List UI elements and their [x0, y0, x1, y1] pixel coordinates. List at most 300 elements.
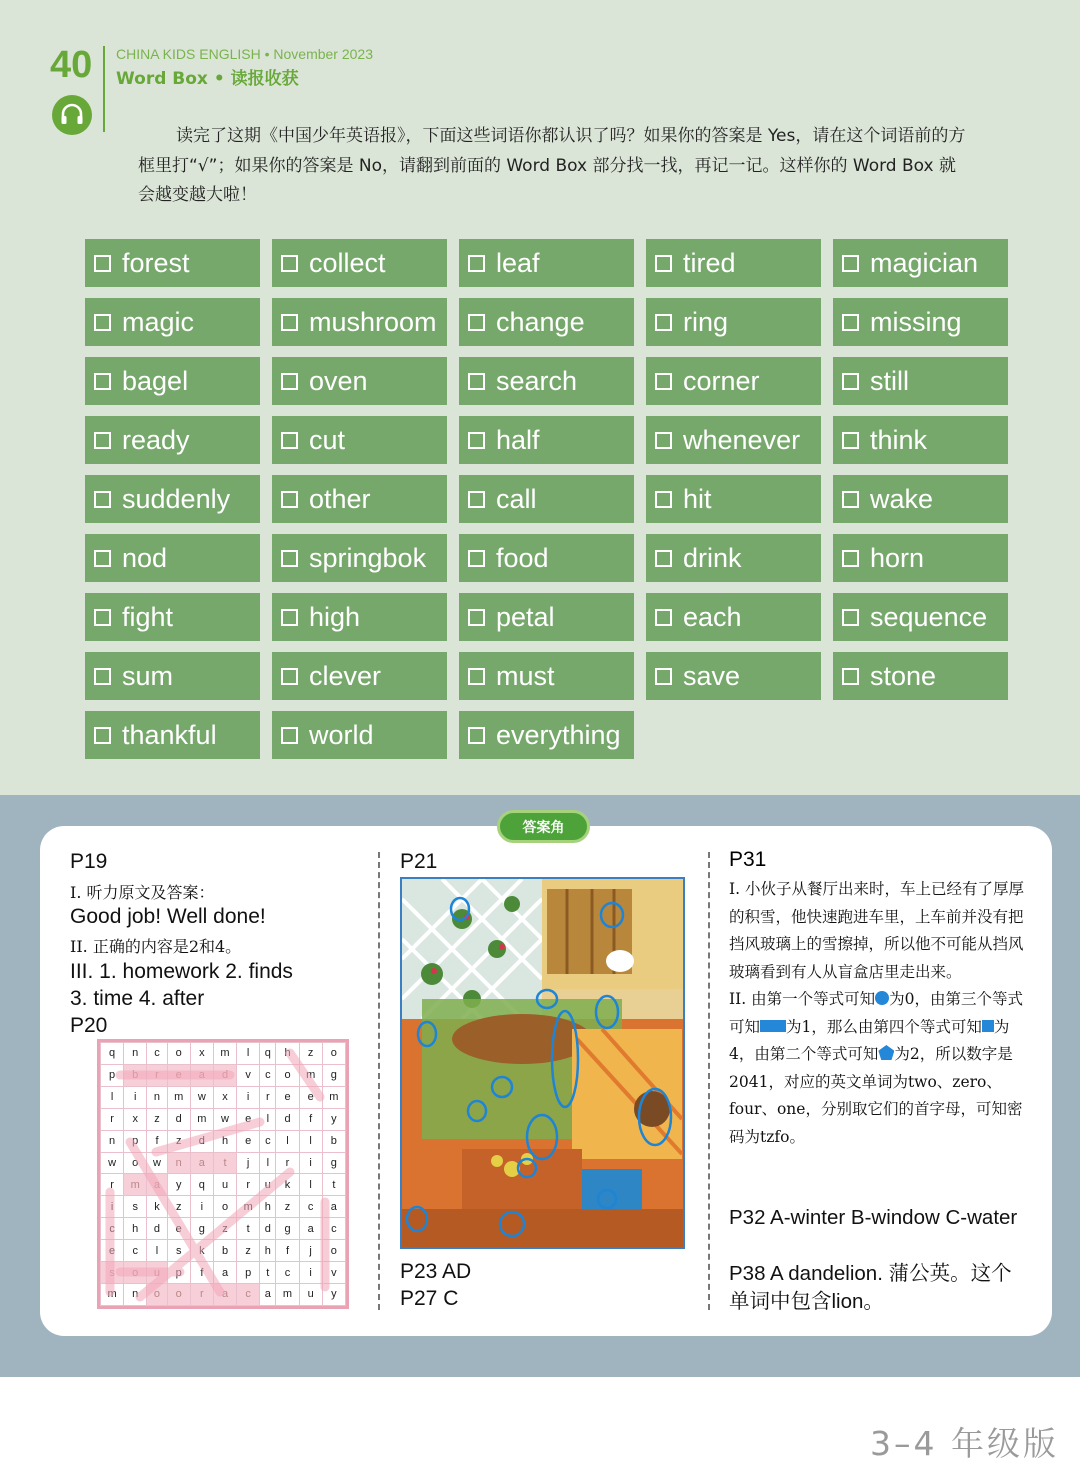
puzzle-letter: k [190, 1240, 213, 1262]
puzzle-letter: h [260, 1240, 276, 1262]
word-cell[interactable] [85, 357, 260, 405]
puzzle-letter: b [213, 1240, 236, 1262]
word-label: sequence [870, 601, 988, 632]
puzzle-letter: z [167, 1196, 190, 1218]
checkbox[interactable] [655, 668, 672, 685]
puzzle-letter: t [260, 1262, 276, 1284]
puzzle-letter: i [237, 1086, 260, 1108]
puzzle-letter: c [299, 1196, 322, 1218]
word-cell[interactable] [833, 357, 1008, 405]
word-label: hit [683, 483, 712, 514]
puzzle-letter: d [213, 1064, 236, 1086]
checkbox[interactable] [468, 373, 485, 390]
puzzle-letter: g [190, 1218, 213, 1240]
puzzle-letter: t [237, 1218, 260, 1240]
p31-label: P31 [729, 848, 767, 871]
word-label: oven [309, 365, 368, 396]
puzzle-letter: a [260, 1283, 276, 1305]
magazine-line: CHINA KIDS ENGLISH • November 2023 [116, 46, 373, 62]
checkbox[interactable] [842, 432, 859, 449]
puzzle-letter: a [190, 1064, 213, 1086]
word-cell[interactable] [272, 711, 447, 759]
puzzle-letter: p [101, 1064, 124, 1086]
puzzle-letter: m [190, 1108, 213, 1130]
puzzle-letter: m [322, 1086, 345, 1108]
p27-answer: P27 C [400, 1287, 459, 1310]
puzzle-letter: l [147, 1240, 167, 1262]
puzzle-letter: z [276, 1196, 299, 1218]
word-cell[interactable] [646, 475, 821, 523]
word-cell[interactable] [272, 534, 447, 582]
word-label: cut [309, 424, 346, 455]
puzzle-letter: a [190, 1152, 213, 1174]
word-cell[interactable] [85, 239, 260, 287]
word-cell[interactable] [459, 239, 634, 287]
puzzle-letter: e [101, 1240, 124, 1262]
puzzle-letter: z [167, 1130, 190, 1152]
word-label: suddenly [122, 483, 231, 514]
puzzle-letter: f [276, 1240, 299, 1262]
checkbox[interactable] [281, 255, 298, 272]
column-divider [378, 852, 380, 1310]
checkbox[interactable] [281, 491, 298, 508]
word-cell[interactable] [646, 593, 821, 641]
p19-part3: III. 1. homework 2. finds [70, 960, 293, 983]
p31-part2-c: 为1，那么由第四个等式可知 [786, 1017, 982, 1036]
word-cell[interactable] [646, 298, 821, 346]
puzzle-letter: e [167, 1218, 190, 1240]
word-label: collect [309, 247, 386, 278]
section-title: Word Box • 读报收获 [116, 69, 299, 89]
checkbox[interactable] [655, 255, 672, 272]
word-cell[interactable] [85, 298, 260, 346]
puzzle-letter: m [124, 1174, 147, 1196]
puzzle-letter: e [299, 1086, 322, 1108]
puzzle-letter: r [101, 1108, 124, 1130]
puzzle-letter: c [237, 1283, 260, 1305]
puzzle-letter: y [322, 1283, 345, 1305]
word-search-strokes [100, 1042, 346, 1306]
p20-label: P20 [70, 1014, 108, 1037]
word-label: thankful [122, 719, 217, 750]
answer-badge: 答案角 [497, 810, 590, 843]
word-cell[interactable] [833, 593, 1008, 641]
word-label: fight [122, 601, 174, 632]
word-cell[interactable] [459, 416, 634, 464]
p31-part1: I. 小伙子从餐厅出来时，车上已经有了厚厚的积雪，他快速跑进车里，上车前并没有把挡风玻璃上的雪擦掉，所以他不可能从挡风玻璃看到有人从盲盒店里走出来。 [729, 880, 1024, 981]
puzzle-letter: s [167, 1240, 190, 1262]
puzzle-letter: p [237, 1262, 260, 1284]
word-cell[interactable] [272, 593, 447, 641]
puzzle-letter: w [101, 1152, 124, 1174]
word-cell[interactable] [459, 357, 634, 405]
puzzle-letter: r [260, 1086, 276, 1108]
puzzle-letter: y [167, 1174, 190, 1196]
p19-part3-cont: 3. time 4. after [70, 987, 205, 1010]
puzzle-letter: j [237, 1152, 260, 1174]
puzzle-letter: k [147, 1196, 167, 1218]
puzzle-letter: a [322, 1196, 345, 1218]
puzzle-letter: g [322, 1152, 345, 1174]
puzzle-letter: g [322, 1064, 345, 1086]
word-label: call [496, 483, 537, 514]
word-label: petal [496, 601, 555, 632]
puzzle-letter: c [101, 1218, 124, 1240]
checkbox[interactable] [281, 668, 298, 685]
page-number: 40 [50, 44, 93, 86]
circle-symbol-icon [875, 991, 889, 1005]
puzzle-letter: m [167, 1086, 190, 1108]
word-label: high [309, 601, 361, 632]
word-label: springbok [309, 542, 427, 573]
word-label: drink [683, 542, 742, 573]
checkbox[interactable] [94, 432, 111, 449]
checkbox[interactable] [281, 314, 298, 331]
checkbox[interactable] [281, 373, 298, 390]
word-grid [85, 239, 1010, 759]
word-label: wake [870, 483, 934, 514]
checkbox[interactable] [842, 373, 859, 390]
word-label: food [496, 542, 549, 573]
word-cell[interactable] [646, 652, 821, 700]
word-cell[interactable] [272, 298, 447, 346]
word-cell[interactable] [646, 534, 821, 582]
puzzle-letter: r [237, 1174, 260, 1196]
word-cell[interactable] [459, 298, 634, 346]
puzzle-letter: l [299, 1174, 322, 1196]
puzzle-letter: a [299, 1218, 322, 1240]
checkbox[interactable] [94, 609, 111, 626]
puzzle-letter: i [190, 1196, 213, 1218]
word-cell[interactable] [833, 534, 1008, 582]
puzzle-letter: c [124, 1240, 147, 1262]
puzzle-letter: w [213, 1108, 236, 1130]
puzzle-letter: x [213, 1086, 236, 1108]
word-cell[interactable] [833, 475, 1008, 523]
puzzle-letter: i [299, 1152, 322, 1174]
puzzle-letter: o [322, 1043, 345, 1065]
puzzle-letter: h [213, 1130, 236, 1152]
puzzle-letter: c [260, 1064, 276, 1086]
puzzle-letter: a [213, 1283, 236, 1305]
checkbox[interactable] [94, 550, 111, 567]
intro-text: 读完了这期《中国少年英语报》，下面这些词语你都认识了吗？如果你的答案是 Yes，请在这个词语前的方框里打“√”；如果你的答案是 No，请翻到前面的 Word Box 部分找一找，再记一记。这样你的 Word Box 就会越变越大啦！ [138, 126, 966, 205]
puzzle-letter: o [124, 1262, 147, 1284]
word-cell[interactable] [459, 652, 634, 700]
puzzle-letter: f [147, 1130, 167, 1152]
checkbox[interactable] [94, 491, 111, 508]
puzzle-letter: n [124, 1283, 147, 1305]
puzzle-letter: c [322, 1218, 345, 1240]
word-label: horn [870, 542, 925, 573]
word-label: bagel [122, 365, 189, 396]
checkbox[interactable] [842, 314, 859, 331]
puzzle-letter: b [124, 1064, 147, 1086]
puzzle-letter: c [260, 1130, 276, 1152]
puzzle-letter: w [147, 1152, 167, 1174]
word-label: forest [122, 247, 190, 278]
puzzle-letter: t [213, 1152, 236, 1174]
checkbox[interactable] [655, 609, 672, 626]
puzzle-letter: s [101, 1262, 124, 1284]
word-cell[interactable] [459, 593, 634, 641]
word-label: save [683, 660, 741, 691]
puzzle-letter: n [101, 1130, 124, 1152]
puzzle-letter: o [167, 1283, 190, 1305]
checkbox[interactable] [468, 432, 485, 449]
checkbox[interactable] [468, 314, 485, 331]
p19-label: P19 [70, 850, 108, 873]
puzzle-letter: m [299, 1064, 322, 1086]
word-cell[interactable] [833, 416, 1008, 464]
word-cell[interactable] [272, 357, 447, 405]
puzzle-letter: n [147, 1086, 167, 1108]
puzzle-letter: i [124, 1086, 147, 1108]
puzzle-letter: c [276, 1262, 299, 1284]
puzzle-letter: i [299, 1262, 322, 1284]
pentagon-symbol-icon [878, 1045, 894, 1060]
puzzle-letter: l [101, 1086, 124, 1108]
puzzle-letter: h [124, 1218, 147, 1240]
puzzle-letter: y [322, 1108, 345, 1130]
puzzle-letter: u [147, 1262, 167, 1284]
puzzle-letter: r [101, 1174, 124, 1196]
puzzle-letter: r [190, 1283, 213, 1305]
checkbox[interactable] [468, 727, 485, 744]
word-label: mushroom [309, 306, 437, 337]
puzzle-letter: f [190, 1262, 213, 1284]
checkbox[interactable] [655, 373, 672, 390]
puzzle-letter: n [167, 1152, 190, 1174]
word-label: search [496, 365, 578, 396]
puzzle-letter: q [190, 1174, 213, 1196]
checkbox[interactable] [94, 668, 111, 685]
word-label: magic [122, 306, 195, 337]
word-cell[interactable] [833, 239, 1008, 287]
checkbox[interactable] [94, 255, 111, 272]
word-label: magician [870, 247, 979, 278]
checkbox[interactable] [655, 550, 672, 567]
puzzle-letter: p [167, 1262, 190, 1284]
puzzle-letter: r [276, 1152, 299, 1174]
puzzle-letter: z [147, 1108, 167, 1130]
puzzle-letter: e [167, 1064, 190, 1086]
word-label: think [870, 424, 928, 455]
word-label: world [309, 719, 374, 750]
puzzle-letter: o [322, 1240, 345, 1262]
word-label: leaf [496, 247, 540, 278]
puzzle-letter: h [260, 1196, 276, 1218]
p19-answer1: Good job! Well done! [70, 905, 266, 928]
rectangle-symbol-icon [760, 1020, 786, 1032]
puzzle-letter: z [213, 1218, 236, 1240]
puzzle-letter: k [276, 1174, 299, 1196]
puzzle-letter: v [237, 1064, 260, 1086]
word-label: nod [122, 542, 168, 573]
word-cell[interactable] [459, 711, 634, 759]
puzzle-letter: m [276, 1283, 299, 1305]
puzzle-letter: p [124, 1130, 147, 1152]
word-cell[interactable] [646, 416, 821, 464]
checkbox[interactable] [468, 491, 485, 508]
checkbox[interactable] [281, 609, 298, 626]
checkbox[interactable] [468, 668, 485, 685]
word-cell[interactable] [272, 416, 447, 464]
word-cell[interactable] [85, 593, 260, 641]
word-label: stone [870, 660, 937, 691]
word-cell[interactable] [272, 475, 447, 523]
word-cell[interactable] [459, 534, 634, 582]
p31-part2 [729, 986, 1029, 1151]
puzzle-letter: w [190, 1086, 213, 1108]
checkbox[interactable] [94, 727, 111, 744]
column-divider [708, 852, 710, 1310]
puzzle-letter: d [147, 1218, 167, 1240]
p31-answers [729, 876, 1029, 1151]
puzzle-letter: l [260, 1108, 276, 1130]
checkbox[interactable] [842, 668, 859, 685]
puzzle-letter: m [237, 1196, 260, 1218]
puzzle-letter: l [299, 1130, 322, 1152]
word-label: corner [683, 365, 760, 396]
checkbox[interactable] [281, 432, 298, 449]
word-label: whenever [683, 424, 801, 455]
puzzle-letter: a [147, 1174, 167, 1196]
checkbox[interactable] [281, 727, 298, 744]
puzzle-letter: n [124, 1043, 147, 1065]
checkbox[interactable] [281, 550, 298, 567]
p21-label: P21 [400, 850, 438, 873]
word-label: each [683, 601, 742, 632]
checkbox[interactable] [468, 255, 485, 272]
p31-part2-e: 为2，所以数字是2041，对应的英文单词为two、zero、four、one，分别取它们的首字母，可知密码为tzfo。 [729, 1045, 1023, 1146]
word-label: sum [122, 660, 174, 691]
puzzle-letter: e [237, 1108, 260, 1130]
puzzle-letter: u [299, 1283, 322, 1305]
p32-answer: P32 A-winter B-window C-water [729, 1206, 1018, 1229]
p19-part1: I. 听力原文及答案： [70, 883, 215, 902]
puzzle-letter: u [260, 1174, 276, 1196]
puzzle-letter: m [101, 1283, 124, 1305]
p38-answer: P38 A dandelion. 蒲公英。这个单词中包含lion。 [729, 1262, 1012, 1313]
puzzle-letter: o [147, 1283, 167, 1305]
puzzle-letter: q [101, 1043, 124, 1065]
word-cell[interactable] [85, 652, 260, 700]
word-cell[interactable] [833, 298, 1008, 346]
checkbox[interactable] [655, 432, 672, 449]
p31-part2-b: 为0，由第三个等式可知 [729, 990, 1023, 1036]
word-label: everything [496, 719, 621, 750]
checkbox[interactable] [655, 491, 672, 508]
puzzle-letter: v [322, 1262, 345, 1284]
puzzle-letter: g [276, 1218, 299, 1240]
puzzle-letter: f [299, 1108, 322, 1130]
puzzle-letter: l [237, 1043, 260, 1065]
word-cell[interactable] [646, 239, 821, 287]
checkbox[interactable] [842, 491, 859, 508]
puzzle-letter: e [237, 1130, 260, 1152]
word-label: other [309, 483, 371, 514]
word-cell[interactable] [85, 416, 260, 464]
word-cell[interactable] [85, 711, 260, 759]
puzzle-letter: c [147, 1043, 167, 1065]
puzzle-letter: h [276, 1043, 299, 1065]
word-cell[interactable] [459, 475, 634, 523]
word-cell[interactable] [85, 534, 260, 582]
puzzle-letter: d [167, 1108, 190, 1130]
square-symbol-icon [982, 1020, 994, 1032]
word-label: ready [122, 424, 190, 455]
p23-answer: P23 AD [400, 1260, 472, 1283]
puzzle-letter: o [276, 1064, 299, 1086]
puzzle-letter: j [299, 1240, 322, 1262]
puzzle-letter: a [213, 1262, 236, 1284]
puzzle-letter: x [190, 1043, 213, 1065]
checkbox[interactable] [468, 609, 485, 626]
checkbox[interactable] [842, 609, 859, 626]
puzzle-letter: o [167, 1043, 190, 1065]
puzzle-letter: m [213, 1043, 236, 1065]
puzzle-letter: l [260, 1152, 276, 1174]
puzzle-letter: s [124, 1196, 147, 1218]
puzzle-letter: o [124, 1152, 147, 1174]
puzzle-letter: x [124, 1108, 147, 1130]
p31-part2-d: 为4，由第二个等式可知 [729, 1017, 1010, 1063]
word-cell[interactable] [646, 357, 821, 405]
puzzle-letter: e [276, 1086, 299, 1108]
puzzle-letter: t [322, 1174, 345, 1196]
word-label: tired [683, 247, 736, 278]
puzzle-letter: r [147, 1064, 167, 1086]
word-cell[interactable] [85, 475, 260, 523]
p31-part2-a: II. 由第一个等式可知 [729, 990, 876, 1008]
grade-edition: 3–4 年级版 [870, 1424, 1059, 1463]
word-label: must [496, 660, 555, 691]
puzzle-letter: d [190, 1130, 213, 1152]
checkbox[interactable] [842, 550, 859, 567]
word-search-puzzle [97, 1039, 349, 1309]
checkbox[interactable] [842, 255, 859, 272]
word-label: ring [683, 306, 729, 337]
puzzle-letter: i [101, 1196, 124, 1218]
puzzle-letter: z [237, 1240, 260, 1262]
word-label: change [496, 306, 585, 337]
checkbox[interactable] [655, 314, 672, 331]
header-divider [103, 46, 105, 132]
spot-difference-illustration [400, 877, 685, 1249]
puzzle-letter: l [276, 1130, 299, 1152]
headphone-icon[interactable] [52, 95, 92, 135]
puzzle-letter: d [276, 1108, 299, 1130]
p19-part2: II. 正确的内容是2和4。 [70, 937, 242, 956]
puzzle-letter: u [213, 1174, 236, 1196]
puzzle-letter: z [299, 1043, 322, 1065]
checkbox[interactable] [94, 314, 111, 331]
puzzle-letter: q [260, 1043, 276, 1065]
checkbox[interactable] [468, 550, 485, 567]
word-label: clever [309, 660, 382, 691]
puzzle-letter: d [260, 1218, 276, 1240]
word-cell[interactable] [272, 652, 447, 700]
word-cell[interactable] [833, 652, 1008, 700]
puzzle-letter: b [322, 1130, 345, 1152]
checkbox[interactable] [94, 373, 111, 390]
word-label: half [496, 424, 540, 455]
word-cell[interactable] [272, 239, 447, 287]
word-label: missing [870, 306, 962, 337]
word-label: still [870, 365, 909, 396]
puzzle-letter: o [213, 1196, 236, 1218]
